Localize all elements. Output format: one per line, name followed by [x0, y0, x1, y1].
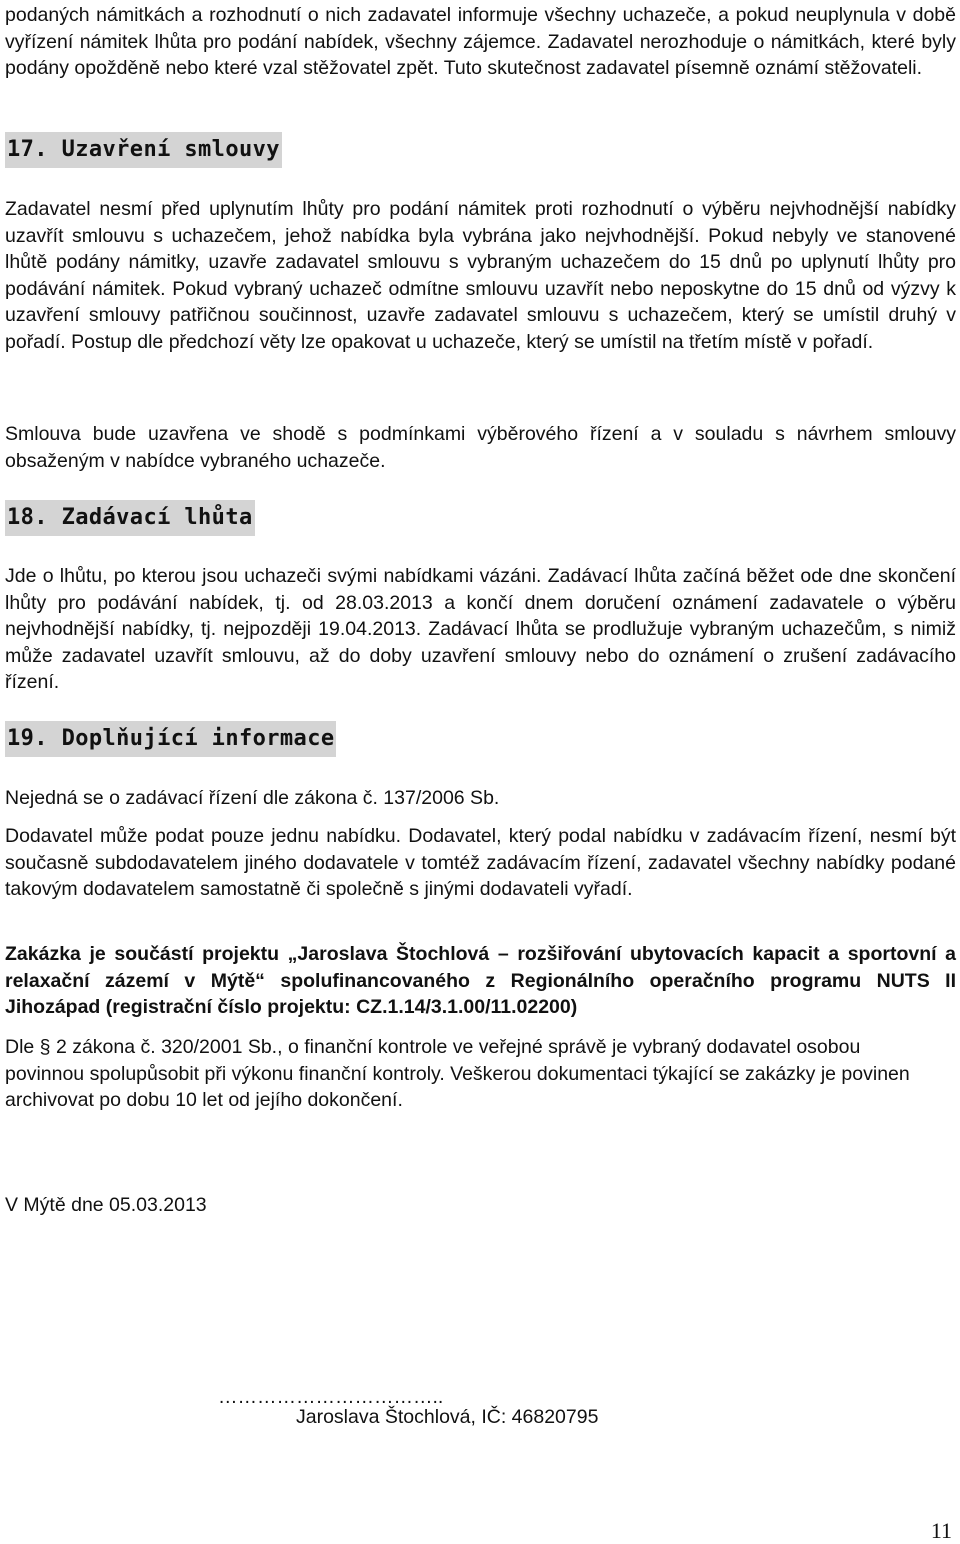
section-19-heading-wrap — [5, 721, 336, 757]
section-17-heading: 17. Uzavření smlouvy — [5, 132, 282, 168]
signature-name: Jaroslava Štochlová, IČ: 46820795 — [296, 1406, 599, 1428]
section-19-heading: 19. Doplňující informace — [5, 721, 336, 757]
section-19-paragraph-2: Dodavatel může podat pouze jednu nabídku. Dodavatel, který podal nabídku v zadávacím řízení, nesmí být současně subdodavatelem jiného dodavatele v tomtéž zadávacím řízení, zadavatel všechny nabídky podané takovým dodavatelem samostatně či společně s jinými dodavateli vyřadí. — [5, 825, 956, 900]
section-18-heading: 18. Zadávací lhůta — [5, 500, 255, 536]
section-17-heading-wrap — [5, 132, 282, 168]
signature-line: …………………………….. — [218, 1386, 444, 1408]
section-17-paragraph-2: Smlouva bude uzavřena ve shodě s podmínkami výběrového řízení a v souladu s návrhem smlouvy obsaženým v nabídce vybraného uchazeče. — [5, 423, 956, 472]
place-date: V Mýtě dne 05.03.2013 — [5, 1194, 207, 1216]
section-17-paragraph-1: Zadavatel nesmí před uplynutím lhůty pro podání námitek proti rozhodnutí o výběru nejvhodnější nabídky uzavřít smlouvu s uchazečem, jehož nabídka byla vybrána jako nejvhodnější. Pokud nebyly ve stanovené lhůtě podány námitky, uzavře zadavatel smlouvu s vybraným uchazečem do 15 dnů po uplynutí lhůty pro podávání námitek. Pokud vybraný uchazeč odmítne smlouvu uzavřít nebo neposkytne do 15 dnů od výzvy k uzavření smlouvy patřičnou součinnost, uzavře zadavatel smlouvu s uchazečem, který se umístil druhý v pořadí. Postup dle předchozí věty lze opakovat u uchazeče, který se umístil na třetím místě v pořadí. — [5, 198, 956, 353]
section-18-heading-wrap — [5, 500, 255, 536]
section-18-paragraph-1: Jde o lhůtu, po kterou jsou uchazeči svými nabídkami vázáni. Zadávací lhůta začíná běžet ode dne skončení lhůty pro podávání nabídek, tj. od 28.03.2013 a končí dnem doručení oznámení zadavatele o výběru nejvhodnější nabídky, tj. nejpozději 19.04.2013. Zadávací lhůta se prodlužuje vybraným uchazečům, s nimiž může zadavatel uzavřít smlouvu, až do doby uzavření smlouvy nebo do oznámení o zrušení zadávacího řízení. — [5, 565, 956, 693]
project-statement: Zakázka je součástí projektu „Jaroslava Štochlová – rozšiřování ubytovacích kapacit a sportovní a relaxační zázemí v Mýtě“ spolufinancovaného z Regionálního operačního programu NUTS II Jihozápad (registrační číslo projektu: CZ.1.14/3.1.00/11.02200) — [5, 943, 956, 1018]
page-number: 11 — [930, 1518, 952, 1543]
section-19-paragraph-1: Nejedná se o zadávací řízení dle zákona č. 137/2006 Sb. — [5, 787, 500, 809]
section-19-paragraph-4: Dle § 2 zákona č. 320/2001 Sb., o finanční kontrole ve veřejné správě je vybraný dodavatel osobou povinnou spolupůsobit při výkonu finanční kontroly. Veškerou dokumentaci týkající se zakázky je povinen archivovat po dobu 10 let od jejího dokončení. — [5, 1036, 910, 1111]
intro-paragraph: podaných námitkách a rozhodnutí o nich zadavatel informuje všechny uchazeče, a pokud neuplynula v době vyřízení námitek lhůta pro podání nabídek, všechny zájemce. Zadavatel nerozhoduje o námitkách, které byly podány opožděně nebo které vzal stěžovatel zpět. Tuto skutečnost zadavatel písemně oznámí stěžovateli. — [5, 4, 956, 79]
